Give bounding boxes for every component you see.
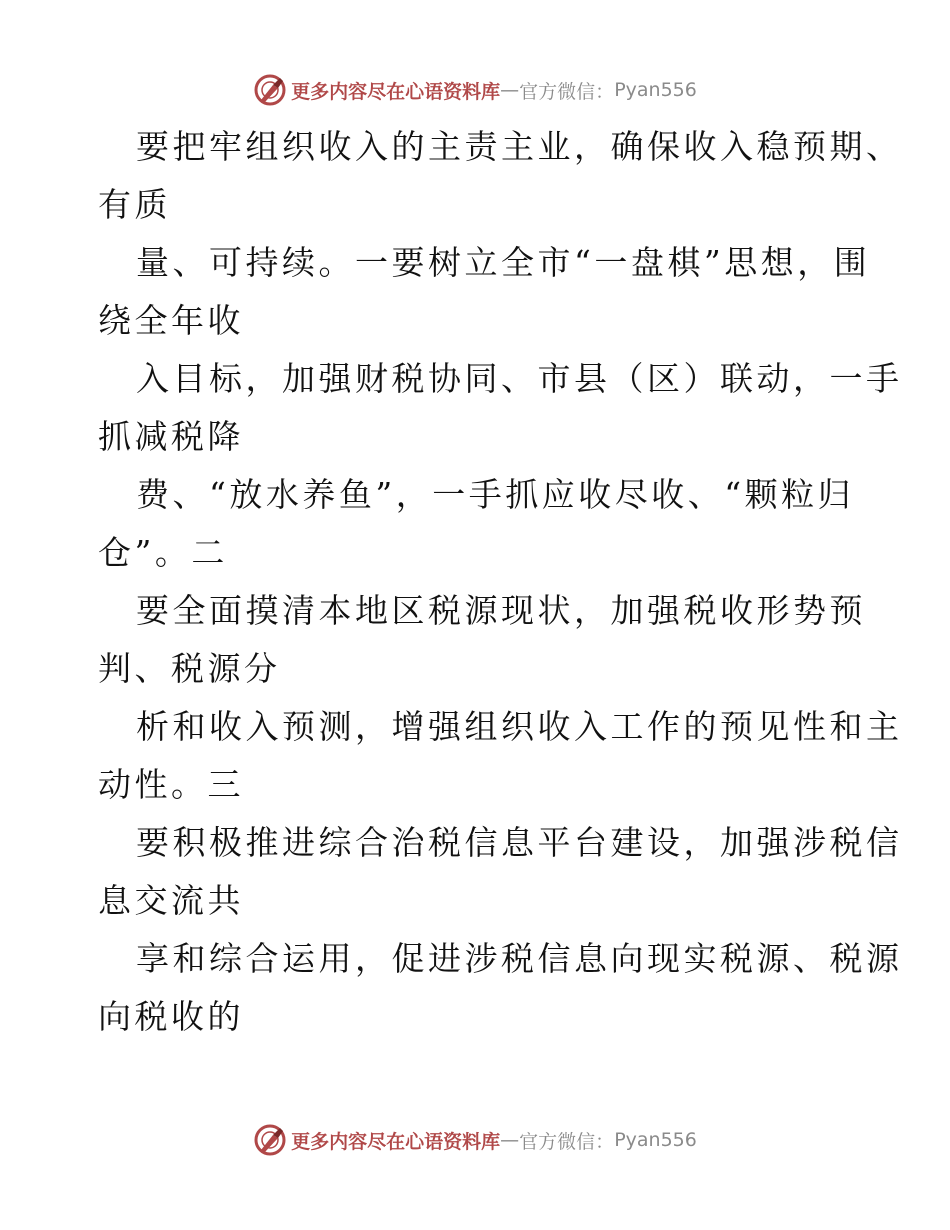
- header-site-name: 更多内容尽在心语资料库: [291, 80, 501, 103]
- body-line-5: 入目标，加强财税协同、市县（区）联动，一手: [136, 359, 903, 398]
- footer-wechat-id: Pyan556: [614, 1129, 697, 1151]
- body-line-13: 要积极推进综合治税信息平台建设，加强涉税信: [136, 823, 903, 862]
- body-line-12: 动性。三: [98, 765, 244, 804]
- body-line-1: 要把牢组织收入的主责主业，确保收入稳预期、: [136, 127, 903, 166]
- body-line-4: 绕全年收: [98, 301, 244, 340]
- body-line-15: 享和综合运用，促进涉税信息向现实税源、税源: [136, 939, 903, 978]
- body-line-9: 要全面摸清本地区税源现状，加强税收形势预: [136, 591, 866, 630]
- body-line-6: 抓减税降: [98, 417, 244, 456]
- pen-nib-logo-icon: [253, 73, 287, 107]
- body-line-16: 向税收的: [98, 997, 244, 1036]
- header-wechat-id: Pyan556: [614, 79, 697, 101]
- body-line-14: 息交流共: [98, 881, 244, 920]
- footer-banner: [0, 1120, 950, 1160]
- body-line-8: 仓”。二: [98, 533, 228, 572]
- footer-site-name: 更多内容尽在心语资料库: [291, 1130, 501, 1153]
- header-dash: —: [500, 79, 520, 101]
- body-line-7: 费、“放水养鱼”，一手抓应收尽收、“颗粒归: [136, 475, 855, 514]
- footer-dash: —: [500, 1129, 520, 1151]
- body-line-2: 有质: [98, 185, 171, 224]
- body-line-11: 析和收入预测，增强组织收入工作的预见性和主: [136, 707, 903, 746]
- header-banner: [0, 70, 950, 110]
- body-line-3: 量、可持续。一要树立全市“一盘棋”思想，围: [136, 243, 871, 282]
- pen-nib-logo-icon: [253, 1123, 287, 1157]
- body-line-10: 判、税源分: [98, 649, 281, 688]
- header-wechat-label: 官方微信：: [519, 80, 615, 103]
- footer-wechat-label: 官方微信：: [519, 1130, 615, 1153]
